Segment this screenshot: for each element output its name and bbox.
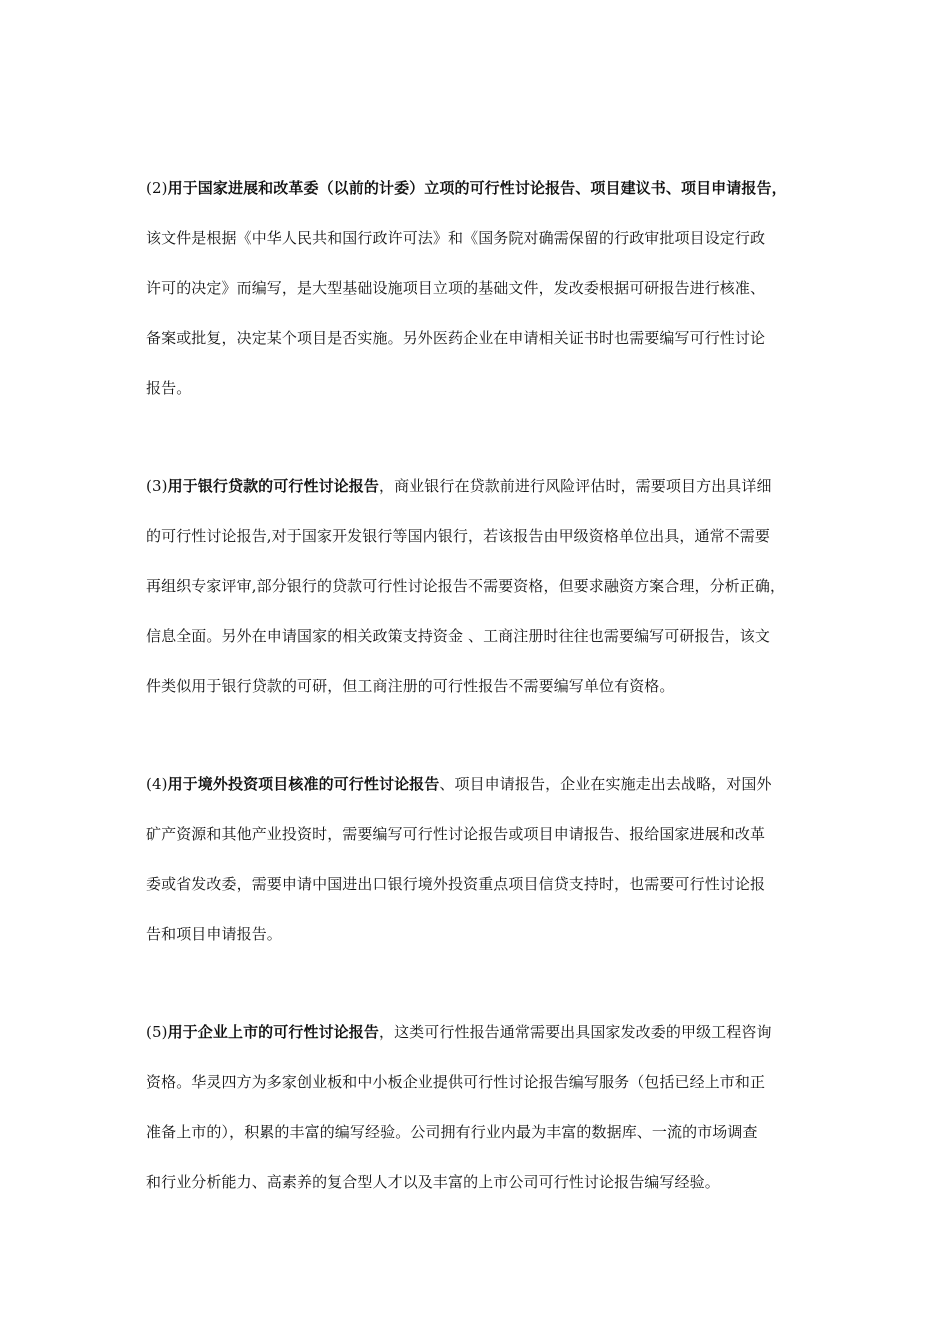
paragraph-5: [146, 1020, 822, 1220]
paragraph-line: 资格。华灵四方为多家创业板和中小板企业提供可行性讨论报告编写服务（包括已经上市和正: [146, 1073, 766, 1091]
paragraph-line: 准备上市的），积累的丰富的编写经验。公司拥有行业内最为丰富的数据库、一流的市场调查: [146, 1123, 758, 1141]
paragraph-lead-text: 、项目申请报告，企业在实施走出去战略，对国外: [439, 775, 772, 793]
paragraph-line: 信息全面。另外在申请国家的相关政策支持资金 、工商注册时往往也需要编写可研报告，该文: [146, 627, 770, 645]
paragraph-line: 告和项目申请报告。: [146, 925, 282, 943]
paragraph-lead-text: ，商业银行在贷款前进行风险评估时，需要项目方出具详细: [378, 477, 772, 495]
paragraph-number: (3): [146, 477, 168, 495]
paragraph-4: [146, 772, 822, 972]
paragraph-lead-line: [146, 772, 822, 822]
paragraph-line: 和行业分析能力、高素养的复合型人才以及丰富的上市公司可行性讨论报告编写经验。: [146, 1173, 720, 1191]
paragraph-line: 的可行性讨论报告,对于国家开发银行等国内银行，若该报告由甲级资格单位出具，通常不需要: [146, 527, 770, 545]
paragraph-lead-line: [146, 176, 822, 226]
paragraph-lead-line: [146, 474, 822, 524]
paragraph-line: 报告。: [146, 379, 192, 397]
paragraph-heading: 用于企业上市的可行性讨论报告: [167, 1023, 379, 1041]
paragraph-line: 备案或批复，决定某个项目是否实施。另外医药企业在申请相关证书时也需要编写可行性讨论: [146, 329, 766, 347]
paragraph-heading: 用于国家进展和改革委（以前的计委）立项的可行性讨论报告、项目建议书、项目申请报告，: [167, 179, 787, 197]
paragraph-line: 该文件是根据《中华人民共和国行政许可法》和《国务院对确需保留的行政审批项目设定行政: [146, 229, 766, 247]
paragraph-number: (5): [146, 1023, 168, 1041]
paragraph-number: (2): [146, 179, 168, 197]
paragraph-2: [146, 176, 822, 426]
paragraph-heading: 用于境外投资项目核准的可行性讨论报告: [167, 775, 440, 793]
paragraph-line: 委或省发改委，需要申请中国进出口银行境外投资重点项目信贷支持时，也需要可行性讨论报: [146, 875, 766, 893]
paragraph-line: 许可的决定》而编写，是大型基础设施项目立项的基础文件，发改委根据可研报告进行核准、: [146, 279, 766, 297]
paragraph-line: 矿产资源和其他产业投资时，需要编写可行性讨论报告或项目申请报告、报给国家进展和改革: [146, 825, 766, 843]
paragraph-3: [146, 474, 822, 724]
paragraph-line: 件类似用于银行贷款的可研，但工商注册的可行性报告不需要编写单位有资格。: [146, 677, 675, 695]
paragraph-heading: 用于银行贷款的可行性讨论报告: [167, 477, 379, 495]
paragraph-lead-line: [146, 1020, 822, 1070]
paragraph-line: 再组织专家评审,部分银行的贷款可行性讨论报告不需要资格，但要求融资方案合理，分析正确，: [146, 577, 786, 595]
paragraph-lead-text: ，这类可行性报告通常需要出具国家发改委的甲级工程咨询: [378, 1023, 772, 1041]
paragraph-number: (4): [146, 775, 168, 793]
